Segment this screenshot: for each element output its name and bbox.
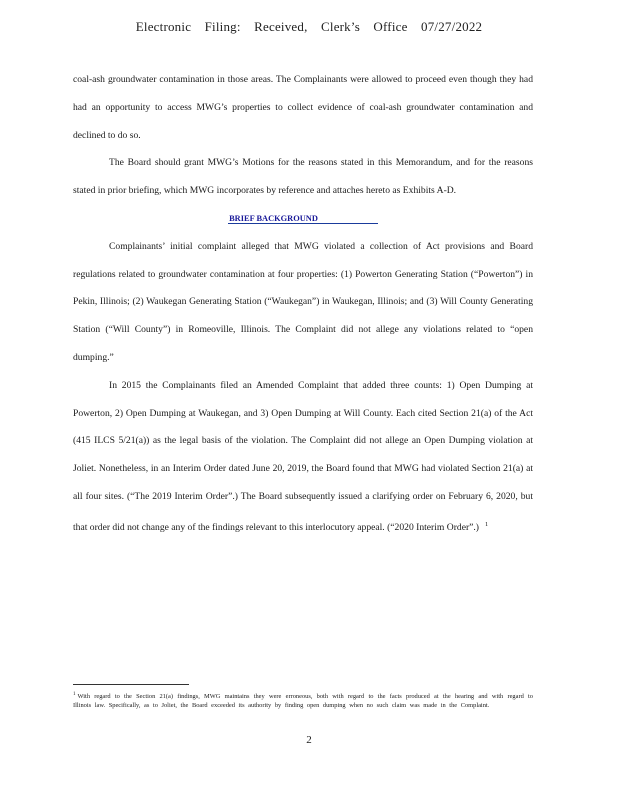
footnote-text: With regard to the Section 21(a) findings, MWG maintains they were erroneous, both with regard to the facts produced at the hearing and with regard to Illinois law. Specifically, as to Joliet, the Board exceeded its authority by finding open dumping when no such claim was made in the Complaint.	[73, 693, 533, 709]
section-heading	[73, 205, 533, 233]
filing-header: Electronic Filing: Received, Clerk’s Office 07/27/2022	[135, 19, 483, 34]
page-number: 2	[306, 734, 312, 746]
paragraph-4	[73, 372, 533, 542]
paragraph-1: coal-ash groundwater contamination in those areas. The Complainants were allowed to proceed even though they had had an opportunity to access MWG’s properties to collect evidence of coal-ash groundwater contamination and declined to do so.	[73, 74, 533, 141]
section-heading-text: BRIEF BACKGROUND	[228, 214, 378, 224]
paragraph-2: The Board should grant MWG’s Motions for the reasons stated in this Memorandum, and for the reasons stated in prior briefing, which MWG incorporates by reference and attaches hereto as Exhibits A-D.	[73, 157, 533, 197]
paragraph-4-text: In 2015 the Complainants filed an Amended Complaint that added three counts: 1) Open Dumping at Powerton, 2) Open Dumping at Waukegan, and 3) Open Dumping at Will County. Each cited Section 21(a) of the Act (415 ILCS 5/21(a)) as the legal basis of the violation. The Complaint did not allege an Open Dumping violation at Joliet. Nonetheless, in an Interim Order dated June 20, 2019, the Board found that MWG had violated Section 21(a) at all four sites. (“The 2019 Interim Order”.) The Board subsequently issued a clarifying order on February 6, 2020, but that order did not change any of the findings relevant to this interlocutory appeal. (“2020 Interim Order”.)	[73, 379, 533, 533]
footnote-mark: 1	[73, 692, 76, 697]
footnote	[73, 691, 533, 710]
footnote-separator	[73, 684, 189, 685]
paragraph-3: Complainants’ initial complaint alleged that MWG violated a collection of Act provisions and Board regulations related to groundwater contamination at four properties: (1) Powerton Generating Station (“Powerton”) in Pekin, Illinois; (2) Waukegan Generating Station (“Waukegan”) in Waukegan, Illinois; and (3) Will County Generating Station (“Will County”) in Romeoville, Illinois. The Complaint did not allege any violations related to “open dumping.”	[73, 240, 533, 363]
document-body	[73, 66, 533, 542]
footnote-reference[interactable]: 1	[485, 520, 489, 528]
